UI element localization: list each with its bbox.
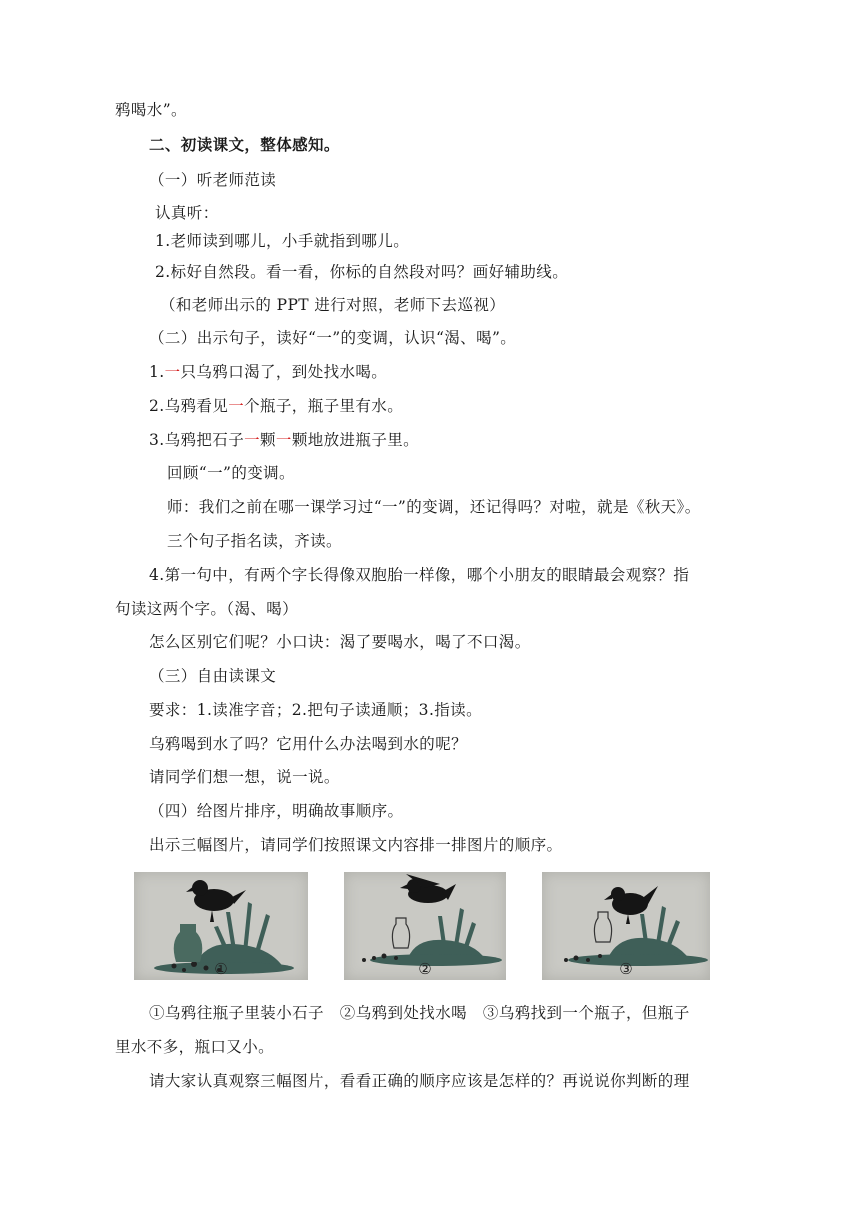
text-line: 怎么区别它们呢？小口诀：渴了要喝水，喝了不口渴。: [149, 633, 531, 651]
text-line: 师：我们之前在哪一课学习过“一”的变调，还记得吗？对啦，就是《秋天》。: [167, 498, 701, 516]
example-sentence: 2.乌鸦看见一个瓶子，瓶子里有水。: [149, 397, 404, 415]
text-line: 出示三幅图片，请同学们按照课文内容排一排图片的顺序。: [149, 836, 563, 854]
text-line: ①乌鸦往瓶子里装小石子 ②乌鸦到处找水喝 ③乌鸦找到一个瓶子，但瓶子: [149, 1004, 690, 1022]
text-line: 鸦喝水”。: [115, 101, 187, 119]
subsection-heading: （一）听老师范读: [149, 171, 277, 189]
subsection-heading: （四）给图片排序，明确故事顺序。: [149, 802, 404, 820]
section-heading: 二、初读课文，整体感知。: [149, 135, 340, 154]
text-line: 2.标好自然段。看一看，你标的自然段对吗？画好辅助线。: [155, 263, 569, 281]
example-sentence: 1.一只乌鸦口渴了，到处找水喝。: [149, 363, 388, 381]
subsection-heading: （三）自由读课文: [149, 667, 277, 685]
text-line: 三个句子指名读，齐读。: [167, 532, 342, 550]
picture-number-1: ①: [214, 960, 228, 978]
text-line: 请同学们想一想，说一说。: [149, 768, 340, 786]
text-line: 请大家认真观察三幅图片，看看正确的顺序应该是怎样的？再说说你判断的理: [149, 1072, 690, 1090]
story-picture-1: [134, 872, 308, 980]
example-sentence: 3.乌鸦把石子一颗一颗地放进瓶子里。: [149, 431, 420, 449]
text-line: 认真听：: [155, 204, 219, 222]
story-picture-2: [344, 872, 506, 980]
story-picture-3: [542, 872, 710, 980]
text-line: 1.老师读到哪儿，小手就指到哪儿。: [155, 232, 410, 250]
text-line: 4.第一句中，有两个字长得像双胞胎一样像，哪个小朋友的眼睛最会观察？指: [149, 566, 690, 584]
picture-number-3: ③: [619, 960, 633, 978]
text-line: 句读这两个字。（渴、喝）: [115, 600, 299, 618]
picture-number-2: ②: [418, 960, 432, 978]
text-line: （和老师出示的 PPT 进行对照，老师下去巡视）: [160, 296, 506, 314]
text-line: 里水不多，瓶口又小。: [115, 1038, 275, 1056]
text-line: 回顾“一”的变调。: [167, 464, 295, 482]
text-line: 要求：1.读准字音；2.把句子读通顺；3.指读。: [149, 701, 482, 719]
subsection-heading: （二）出示句子，读好“一”的变调，认识“渴、喝”。: [149, 329, 517, 347]
text-line: 乌鸦喝到水了吗？它用什么办法喝到水的呢？: [149, 735, 468, 753]
